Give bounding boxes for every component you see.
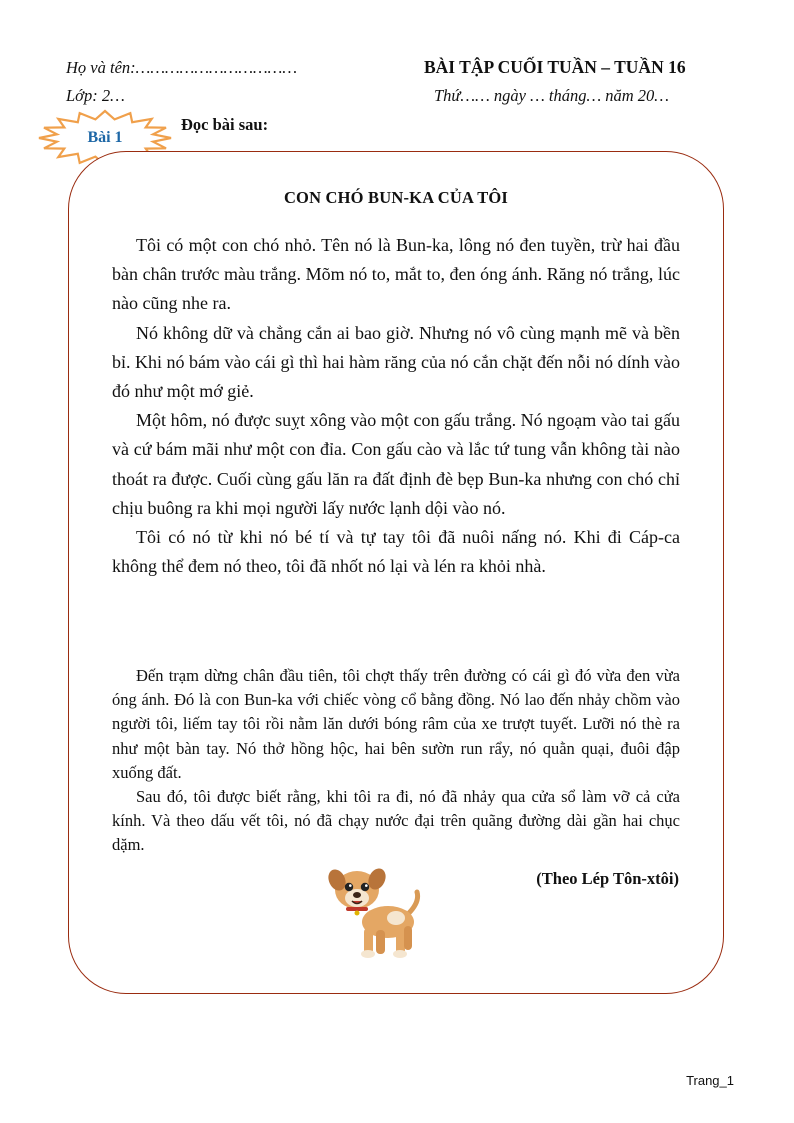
story-paragraph: Tôi có một con chó nhỏ. Tên nó là Bun-ka, lông nó đen tuyền, trừ hai đầu bàn chân trước màu trắng. Mõm nó to, mắt to, đen óng ánh. Răng nó trắng, lúc nào cũng nhe ra. <box>112 235 680 314</box>
story-paragraph: Đến trạm dừng chân đầu tiên, tôi chợt thấy trên đường có cái gì đó vừa đen vừa óng ánh. Đó là con Bun-ka với chiếc vòng cổ bằng đồng. Nó lao đến nhảy chồm vào người tôi, liếm tay tôi rồi nằm lăn dưới bóng râm của xe trượt tuyết. Lưỡi nó thè ra như một bàn tay. Nó thở hồng hộc, hai bên sườn run rẩy, nó quằn quại, đuôi đập xuống đất. <box>112 666 680 782</box>
story-source: (Theo Lép Tôn-xtôi) <box>536 869 679 888</box>
story-paragraph: Một hôm, nó được suỵt xông vào một con gấu trắng. Nó ngoạm vào tai gấu và cứ bám mãi như một con đỉa. Con gấu cào và lắc tứ tung vẫn không tài nào thoát ra được. Cuối cùng gấu lăn ra đất định đè bẹp Bun-ka nhưng con chó chỉ chịu buông ra khi mọi người lấy nước lạnh dội vào nó. <box>112 410 680 518</box>
page-number: Trang_1 <box>686 1073 734 1088</box>
story-part-2 <box>112 664 680 858</box>
date-line: Thứ…… ngày … tháng… năm 20… <box>434 86 669 105</box>
story-paragraph: Sau đó, tôi được biết rằng, khi tôi ra đi, nó đã nhảy qua cửa sổ làm vỡ cả cửa kính. Và theo dấu vết tôi, nó đã chạy nước đại trên quãng đường dài gần hai chục dặm. <box>112 787 680 855</box>
exercise-instruction: Đọc bài sau: <box>181 115 269 134</box>
class-line: Lớp: 2… <box>66 86 125 105</box>
story-title: CON CHÓ BUN-KA CỦA TÔI <box>283 188 509 207</box>
story-part-1 <box>112 231 680 581</box>
story-paragraph: Nó không dữ và chẳng cắn ai bao giờ. Nhưng nó vô cùng mạnh mẽ và bền bỉ. Khi nó bám vào cái gì thì hai hàm răng của nó cắn chặt đến nỗi nó dính vào đó như một mớ giẻ. <box>112 322 680 402</box>
story-paragraph: Tôi có nó từ khi nó bé tí và tự tay tôi đã nuôi nấng nó. Khi đi Cáp-ca không thể đem nó theo, tôi đã nhốt nó lại và lén ra khỏi nhà. <box>112 527 680 577</box>
student-name-line: Họ và tên:…………………………… <box>66 58 298 77</box>
worksheet-title: BÀI TẬP CUỐI TUẦN – TUẦN 16 <box>424 57 686 77</box>
cartoon-puppy-illustration-icon <box>322 862 426 964</box>
exercise-badge-label: Bài 1 <box>87 129 123 146</box>
